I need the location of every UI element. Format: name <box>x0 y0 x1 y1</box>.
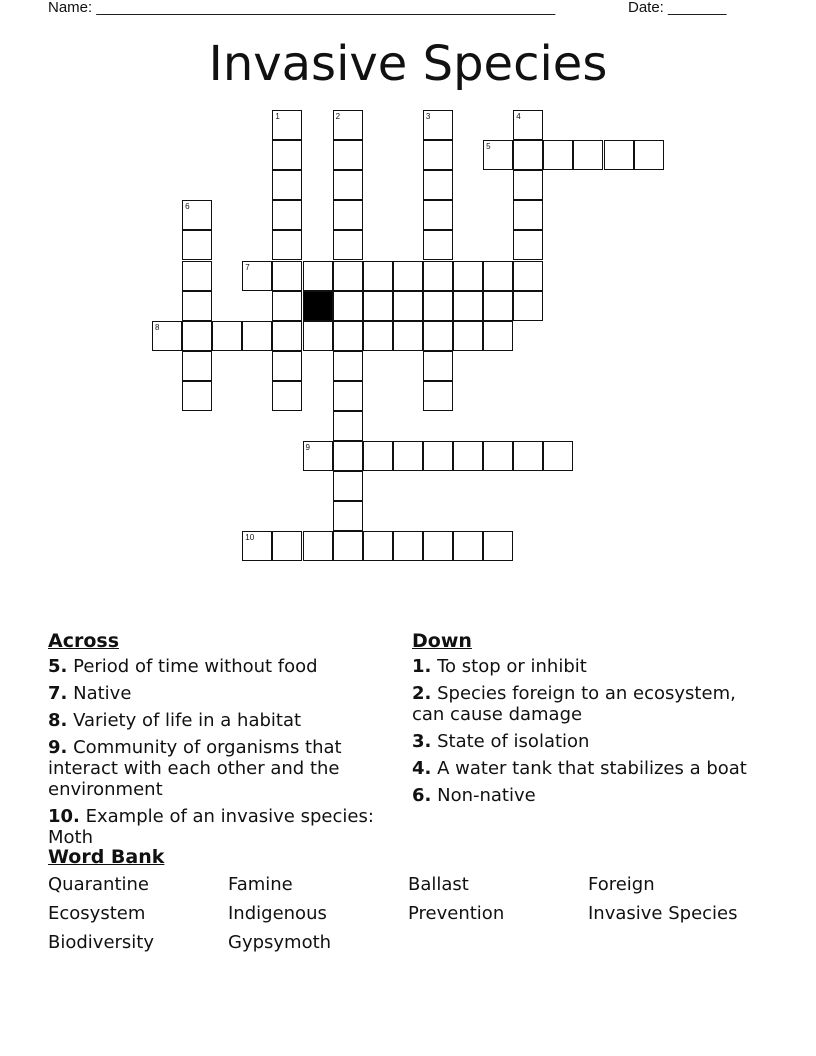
cell-number: 1 <box>275 112 280 121</box>
grid-cell[interactable] <box>604 140 634 170</box>
word-bank <box>48 874 768 954</box>
grid-cell[interactable] <box>513 230 543 260</box>
clue-number: 10. <box>48 806 80 827</box>
across-heading: Across <box>48 630 120 652</box>
clue-number: 3. <box>412 731 432 752</box>
word-bank-item: Prevention <box>408 903 505 924</box>
grid-cell[interactable] <box>333 291 363 321</box>
grid-cell[interactable] <box>212 321 242 351</box>
grid-cell[interactable] <box>453 531 483 561</box>
grid-cell[interactable] <box>333 531 363 561</box>
black-cell <box>303 291 333 321</box>
grid-cell[interactable] <box>423 200 453 230</box>
word-bank-item: Invasive Species <box>588 903 738 924</box>
grid-cell[interactable] <box>333 441 363 471</box>
grid-cell[interactable] <box>272 170 302 200</box>
grid-cell[interactable] <box>272 531 302 561</box>
grid-cell[interactable] <box>333 110 363 140</box>
grid-cell[interactable] <box>333 140 363 170</box>
grid-cell[interactable] <box>242 321 272 351</box>
cell-number: 10 <box>245 533 255 543</box>
grid-cell[interactable] <box>483 441 513 471</box>
grid-cell[interactable] <box>272 351 302 381</box>
clue-text: Non-native <box>437 785 536 806</box>
down-clue <box>412 683 757 725</box>
grid-cell[interactable] <box>363 441 393 471</box>
clue-text: To stop or inhibit <box>437 656 587 677</box>
clue-number: 6. <box>412 785 432 806</box>
clue-text: State of isolation <box>437 731 590 752</box>
grid-cell[interactable] <box>483 291 513 321</box>
across-clue <box>48 656 393 677</box>
grid-cell[interactable] <box>333 170 363 200</box>
word-bank-heading: Word Bank <box>48 846 165 868</box>
grid-cell[interactable] <box>393 531 423 561</box>
grid-cell[interactable] <box>363 321 393 351</box>
grid-cell[interactable] <box>182 291 212 321</box>
clue-number: 9. <box>48 737 68 758</box>
grid-cell[interactable] <box>182 230 212 260</box>
grid-cell[interactable] <box>513 291 543 321</box>
across-clue <box>48 806 393 848</box>
clue-text: Native <box>73 683 132 704</box>
grid-cell[interactable] <box>333 351 363 381</box>
grid-cell[interactable] <box>333 381 363 411</box>
across-clue <box>48 683 393 704</box>
grid-cell[interactable] <box>423 291 453 321</box>
grid-cell[interactable] <box>513 200 543 230</box>
grid-cell[interactable] <box>423 170 453 200</box>
word-bank-item: Biodiversity <box>48 932 155 953</box>
grid-cell[interactable] <box>272 230 302 260</box>
across-clues <box>48 630 393 854</box>
grid-cell[interactable] <box>513 140 543 170</box>
cell-number: 5 <box>486 142 491 152</box>
grid-cell[interactable] <box>272 200 302 230</box>
name-field-label: Name: _______________________________________________________ <box>48 0 556 16</box>
grid-cell[interactable] <box>483 261 513 291</box>
grid-cell[interactable] <box>303 321 333 351</box>
grid-cell[interactable] <box>303 261 333 291</box>
grid-cell[interactable] <box>513 170 543 200</box>
clue-text: Variety of life in a habitat <box>73 710 302 731</box>
down-heading: Down <box>412 630 472 652</box>
grid-cell[interactable] <box>483 140 513 170</box>
grid-cell[interactable] <box>272 381 302 411</box>
grid-cell[interactable] <box>423 381 453 411</box>
grid-cell[interactable] <box>182 261 212 291</box>
clue-text: Example of an invasive species: Moth <box>48 806 374 848</box>
grid-cell[interactable] <box>483 531 513 561</box>
grid-cell[interactable] <box>423 140 453 170</box>
grid-cell[interactable] <box>393 261 423 291</box>
grid-cell[interactable] <box>333 501 363 531</box>
word-bank-item: Gypsymoth <box>228 932 332 953</box>
grid-cell[interactable] <box>513 441 543 471</box>
grid-cell[interactable] <box>513 261 543 291</box>
grid-cell[interactable] <box>543 441 573 471</box>
grid-cell[interactable] <box>182 381 212 411</box>
grid-cell[interactable] <box>393 321 423 351</box>
cell-number: 4 <box>516 112 521 121</box>
clue-number: 7. <box>48 683 68 704</box>
grid-cell[interactable] <box>333 230 363 260</box>
across-clue <box>48 737 393 800</box>
grid-cell[interactable] <box>363 261 393 291</box>
grid-cell[interactable] <box>272 110 302 140</box>
grid-cell[interactable] <box>272 140 302 170</box>
grid-cell[interactable] <box>393 291 423 321</box>
grid-cell[interactable] <box>423 110 453 140</box>
grid-cell[interactable] <box>423 230 453 260</box>
grid-cell[interactable] <box>363 291 393 321</box>
clue-number: 8. <box>48 710 68 731</box>
grid-cell[interactable] <box>272 261 302 291</box>
grid-cell[interactable] <box>573 140 603 170</box>
grid-cell[interactable] <box>393 441 423 471</box>
grid-cell[interactable] <box>333 261 363 291</box>
grid-cell[interactable] <box>152 321 182 351</box>
grid-cell[interactable] <box>303 441 333 471</box>
grid-cell[interactable] <box>483 321 513 351</box>
grid-cell[interactable] <box>182 351 212 381</box>
clue-number: 5. <box>48 656 68 677</box>
grid-cell[interactable] <box>272 321 302 351</box>
grid-cell[interactable] <box>272 291 302 321</box>
across-clue <box>48 710 393 731</box>
word-bank-item: Quarantine <box>48 874 149 895</box>
clue-number: 4. <box>412 758 432 779</box>
grid-cell[interactable] <box>182 200 212 230</box>
grid-cell[interactable] <box>453 291 483 321</box>
down-clue <box>412 785 757 806</box>
grid-cell[interactable] <box>634 140 664 170</box>
clue-text: Species foreign to an ecosystem, can cause damage <box>412 683 736 725</box>
cell-number: 8 <box>155 322 160 332</box>
grid-cell[interactable] <box>513 110 543 140</box>
grid-cell[interactable] <box>423 321 453 351</box>
grid-cell[interactable] <box>363 531 393 561</box>
grid-cell[interactable] <box>453 321 483 351</box>
grid-cell[interactable] <box>543 140 573 170</box>
grid-cell[interactable] <box>333 321 363 351</box>
clue-number: 2. <box>412 683 432 704</box>
word-bank-item: Ballast <box>408 874 469 895</box>
word-bank-item: Famine <box>228 874 293 895</box>
clue-text: Period of time without food <box>73 656 318 677</box>
cell-number: 6 <box>185 202 190 212</box>
grid-cell[interactable] <box>242 261 272 291</box>
grid-cell[interactable] <box>333 411 363 441</box>
down-clue <box>412 758 757 779</box>
word-bank-item: Ecosystem <box>48 903 146 924</box>
grid-cell[interactable] <box>423 351 453 381</box>
word-bank-item: Indigenous <box>228 903 327 924</box>
puzzle-title: Invasive Species <box>208 36 608 92</box>
grid-cell[interactable] <box>333 200 363 230</box>
grid-cell[interactable] <box>242 531 272 561</box>
cell-number: 7 <box>245 262 250 272</box>
date-field-label: Date: _______ <box>628 0 727 16</box>
grid-cell[interactable] <box>453 441 483 471</box>
word-bank-item: Foreign <box>588 874 655 895</box>
grid-cell[interactable] <box>303 531 333 561</box>
down-clue <box>412 656 757 677</box>
grid-cell[interactable] <box>453 261 483 291</box>
down-clue <box>412 731 757 752</box>
grid-cell[interactable] <box>182 321 212 351</box>
down-clues <box>412 630 757 812</box>
grid-cell[interactable] <box>423 261 453 291</box>
cell-number: 3 <box>425 112 431 121</box>
cell-number: 2 <box>335 112 341 121</box>
clue-text: A water tank that stabilizes a boat <box>437 758 747 779</box>
grid-cell[interactable] <box>333 471 363 501</box>
clue-text: Community of organisms that interact with each other and the environment <box>48 737 342 800</box>
clue-number: 1. <box>412 656 432 677</box>
grid-cell[interactable] <box>423 441 453 471</box>
cell-number: 9 <box>305 443 310 453</box>
grid-cell[interactable] <box>423 531 453 561</box>
